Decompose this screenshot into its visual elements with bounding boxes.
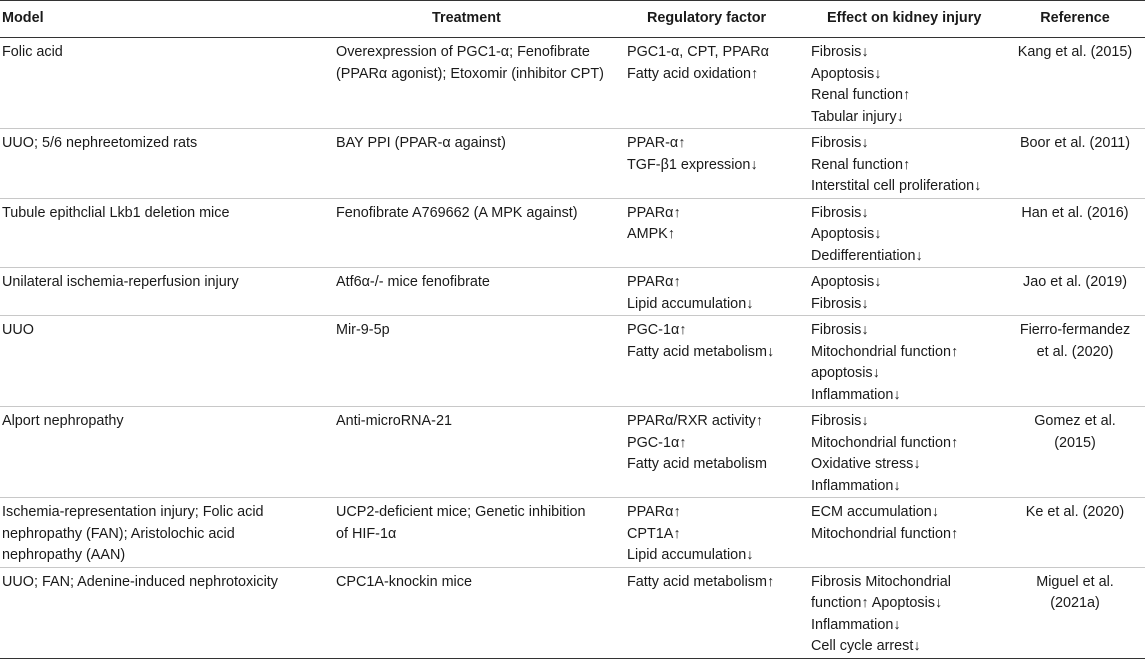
cell-line: Fibrosis↓ (811, 44, 869, 60)
table-row (0, 198, 1145, 268)
cell-line: Boor et al. (2011) (1019, 135, 1131, 151)
cell-line: Fibrosis Mitochondrial (811, 573, 951, 590)
cell-line: Overexpression of PGC1-α; Fenofibrate (336, 44, 590, 60)
cell-line: Interstital cell proliferation↓ (811, 178, 982, 194)
table-row (0, 567, 1145, 658)
cell-line: Inflammation↓ (811, 477, 901, 494)
table-row (0, 129, 1145, 199)
cell-treatment (334, 268, 627, 316)
cell-line: Cell cycle arrest↓ (811, 638, 921, 654)
cell-model (0, 407, 334, 498)
cell-line: (2021a) (1050, 595, 1100, 611)
cell-line: Unilateral ischemia-reperfusion injury (2, 274, 239, 290)
cell-line: Fierro-fermandez (1019, 322, 1131, 338)
cell-line: Fibrosis↓ (811, 295, 869, 312)
cell-line: Gomez et al. (1034, 413, 1116, 429)
cell-line: Oxidative stress↓ (811, 456, 921, 472)
cell-line: et al. (2020) (1036, 343, 1114, 360)
table-row (0, 316, 1145, 407)
cell-regulatory-factor (627, 498, 807, 568)
cell-line: (PPARα agonist); Etoxomir (inhibitor CPT) (336, 65, 604, 82)
cell-line: Inflammation↓ (811, 616, 901, 633)
cell-line: nephropathy (FAN); Aristolochic acid (2, 525, 235, 542)
cell-line: Fibrosis↓ (811, 135, 869, 151)
cell-line: Apoptosis↓ (811, 65, 882, 82)
cell-line: Fatty acid metabolism↓ (627, 343, 775, 360)
cell-line: Mir-9-5p (336, 322, 390, 338)
cell-treatment (334, 129, 627, 199)
cell-line: Tabular injury↓ (811, 108, 904, 125)
cell-line: ECM accumulation↓ (811, 504, 939, 520)
cell-reference (1005, 268, 1145, 316)
cell-effect (807, 498, 1005, 568)
cell-regulatory-factor (627, 198, 807, 268)
header-model: Model (0, 1, 334, 38)
cell-line: Fatty acid oxidation↑ (627, 65, 759, 82)
cell-treatment (334, 407, 627, 498)
cell-line: PGC-1α↑ (627, 434, 687, 451)
table-row (0, 268, 1145, 316)
cell-line: AMPK↑ (627, 226, 675, 242)
cell-line: UUO; 5/6 nephreetomized rats (2, 135, 198, 151)
cell-line: Fibrosis↓ (811, 322, 869, 338)
header-effect: Effect on kidney injury (807, 1, 1005, 38)
cell-regulatory-factor (627, 38, 807, 129)
cell-model (0, 268, 334, 316)
table-header (0, 1, 1145, 38)
cell-line: BAY PPI (PPAR-α against) (336, 135, 506, 151)
cell-regulatory-factor (627, 268, 807, 316)
cell-line: TGF-β1 expression↓ (627, 156, 758, 173)
header-treatment: Treatment (334, 1, 627, 38)
cell-reference (1005, 198, 1145, 268)
cell-line: Ischemia-representation injury; Folic acid (2, 504, 264, 520)
cell-line: Dedifferentiation↓ (811, 247, 923, 264)
cell-reference (1005, 498, 1145, 568)
cell-line: Mitochondrial function↑ (811, 525, 959, 542)
cell-line: PPARα/RXR activity↑ (627, 413, 763, 429)
cell-treatment (334, 38, 627, 129)
cell-model (0, 498, 334, 568)
cell-line: PPARα↑ (627, 504, 681, 520)
cell-line: Miguel et al. (1036, 573, 1114, 590)
cell-line: Fatty acid metabolism (627, 456, 767, 472)
cell-reference (1005, 129, 1145, 199)
cell-line: Alport nephropathy (2, 413, 124, 429)
header-reference: Reference (1005, 1, 1145, 38)
cell-line: Kang et al. (2015) (1017, 44, 1133, 60)
cell-line: PPARα↑ (627, 274, 681, 290)
cell-line: PPAR-α↑ (627, 135, 686, 151)
table-row (0, 407, 1145, 498)
cell-line: of HIF-1α (336, 525, 397, 542)
cell-regulatory-factor (627, 129, 807, 199)
cell-regulatory-factor (627, 567, 807, 658)
cell-line: CPC1A-knockin mice (336, 573, 472, 590)
cell-line: UUO; FAN; Adenine-induced nephrotoxicity (2, 573, 278, 590)
cell-line: Folic acid (2, 44, 63, 60)
cell-effect (807, 268, 1005, 316)
cell-line: UUO (2, 322, 34, 338)
cell-treatment (334, 567, 627, 658)
cell-line: Inflammation↓ (811, 386, 901, 403)
cell-model (0, 129, 334, 199)
cell-line: Tubule epithclial Lkb1 deletion mice (2, 204, 230, 221)
cell-line: Ke et al. (2020) (1025, 504, 1125, 520)
cell-line: Fibrosis↓ (811, 204, 869, 221)
cell-regulatory-factor (627, 407, 807, 498)
table-body (0, 38, 1145, 659)
cell-model (0, 316, 334, 407)
cell-model (0, 567, 334, 658)
cell-line: Fenofibrate A769662 (A MPK against) (336, 204, 578, 221)
cell-treatment (334, 316, 627, 407)
cell-line: Apoptosis↓ (811, 226, 882, 242)
cell-treatment (334, 198, 627, 268)
cell-effect (807, 407, 1005, 498)
table-row (0, 498, 1145, 568)
cell-line: Mitochondrial function↑ (811, 434, 959, 451)
cell-treatment (334, 498, 627, 568)
cell-effect (807, 129, 1005, 199)
cell-effect (807, 567, 1005, 658)
cell-reference (1005, 38, 1145, 129)
cell-reference (1005, 407, 1145, 498)
cell-line: (2015) (1054, 434, 1096, 451)
table-row (0, 38, 1145, 129)
cell-line: PGC-1α↑ (627, 322, 687, 338)
cell-line: CPT1A↑ (627, 525, 681, 542)
cell-line: Lipid accumulation↓ (627, 547, 754, 563)
cell-effect (807, 198, 1005, 268)
cell-reference (1005, 567, 1145, 658)
header-regulatory-factor: Regulatory factor (627, 1, 807, 38)
cell-line: Mitochondrial function↑ (811, 343, 959, 360)
cell-effect (807, 38, 1005, 129)
cell-model (0, 38, 334, 129)
cell-line: Jao et al. (2019) (1023, 274, 1127, 290)
cell-line: Lipid accumulation↓ (627, 295, 754, 312)
cell-line: Renal function↑ (811, 87, 911, 103)
cell-model (0, 198, 334, 268)
cell-line: nephropathy (AAN) (2, 547, 126, 563)
cell-line: function↑ Apoptosis↓ (811, 595, 943, 611)
cell-line: Fatty acid metabolism↑ (627, 573, 775, 590)
cell-line: Fibrosis↓ (811, 413, 869, 429)
cell-line: UCP2-deficient mice; Genetic inhibition (336, 504, 586, 520)
cell-reference (1005, 316, 1145, 407)
cell-effect (807, 316, 1005, 407)
cell-line: Anti-microRNA-21 (336, 413, 452, 429)
cell-line: Atf6α-/- mice fenofibrate (336, 274, 490, 290)
cell-line: PPARα↑ (627, 204, 681, 221)
cell-line: Apoptosis↓ (811, 274, 882, 290)
cell-regulatory-factor (627, 316, 807, 407)
cell-line: apoptosis↓ (811, 365, 880, 381)
cell-line: Renal function↑ (811, 156, 911, 173)
cell-line: PGC1-α, CPT, PPARα (627, 44, 769, 60)
cell-line: Han et al. (2016) (1021, 204, 1129, 221)
